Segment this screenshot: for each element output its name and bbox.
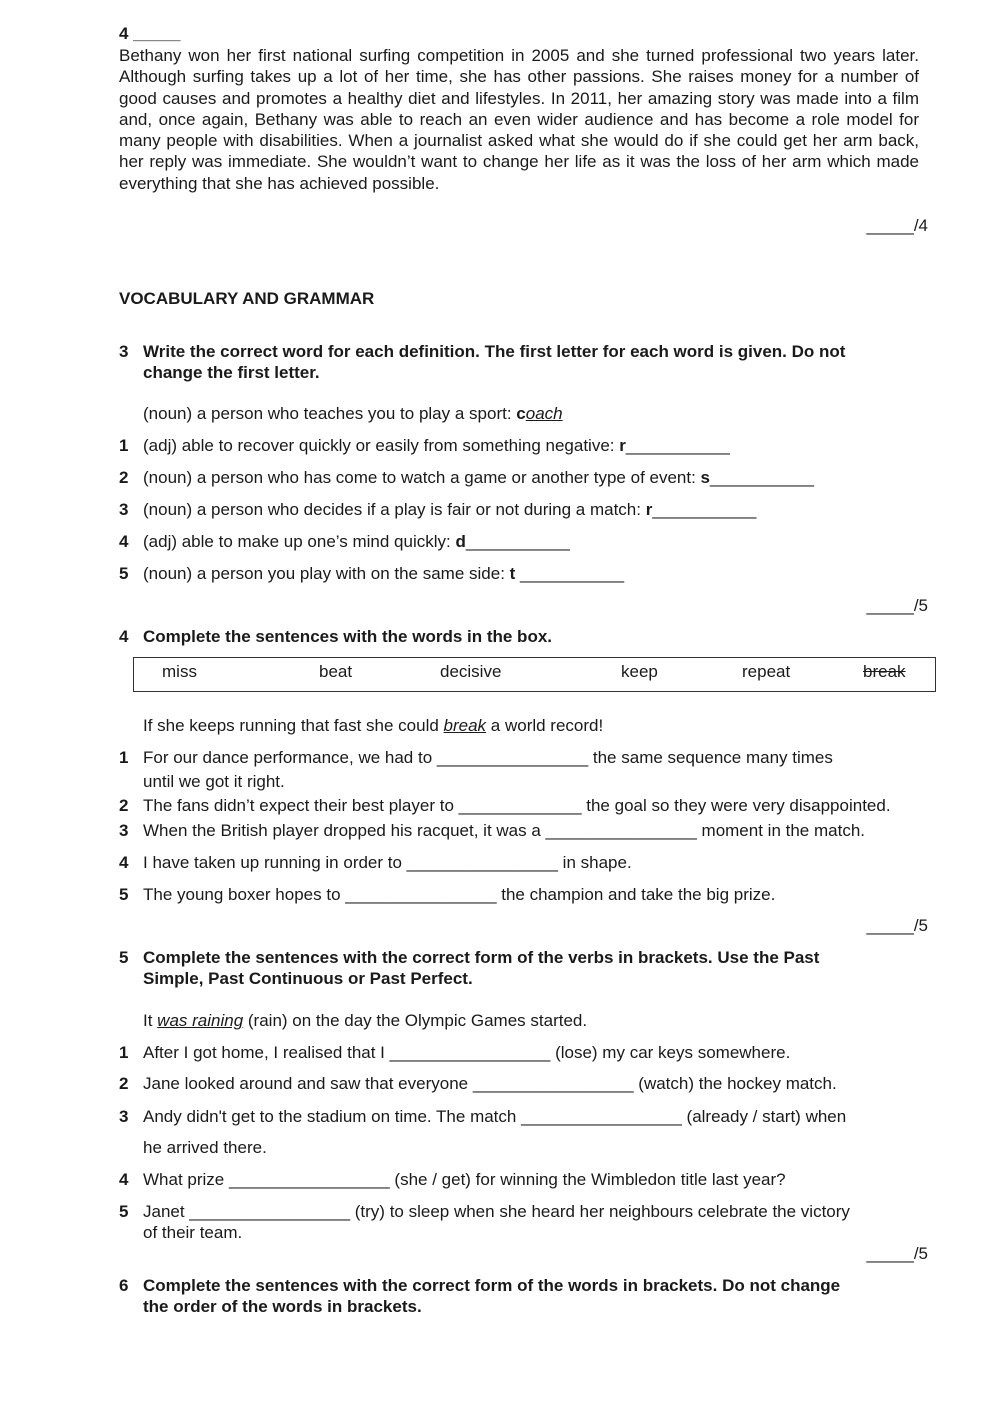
exercise-5-instruction-line2: Simple, Past Continuous or Past Perfect. [143,969,473,988]
ex4-item-2[interactable]: The fans didn’t expect their best player to _____________ the goal so they were very disappointed. [143,796,891,815]
exercise-3-example [143,404,563,424]
example-text: (noun) a person who teaches you to play a sport: [143,404,517,423]
item-text: (noun) a person who decides if a play is fair or not during a match: [143,500,646,519]
answer-blank[interactable]: ___________ [625,436,730,455]
score-ex3: _____/5 [866,596,928,615]
answer-blank[interactable]: ___________ [652,500,757,519]
example-answer: was raining [157,1011,244,1030]
ex4-item-number: 3 [119,821,129,840]
ex5-item-4[interactable]: What prize _________________ (she / get) for winning the Wimbledon title last year? [143,1170,786,1189]
ex4-item-5[interactable]: The young boxer hopes to ________________ the champion and take the big prize. [143,885,776,904]
ex5-item-5[interactable]: Janet _________________ (try) to sleep when she heard her neighbours celebrate the victory [143,1202,850,1221]
ex4-item-number: 1 [119,748,129,767]
ex5-item-number: 4 [119,1170,129,1189]
ex4-item-number: 2 [119,796,129,815]
ex3-item-number: 3 [119,500,129,519]
ex5-item-1[interactable]: After I got home, I realised that I _________________ (lose) my car keys somewhere. [143,1043,791,1062]
ex4-item-number: 5 [119,885,129,904]
word-box-item: decisive [440,662,502,681]
example-answer: break [443,716,487,735]
item-text: (noun) a person who has come to watch a game or another type of event: [143,468,701,487]
ex5-item-number: 3 [119,1107,129,1126]
ex4-item-number: 4 [119,853,129,872]
ex3-item-1[interactable] [143,436,730,456]
exercise-6-instruction-line2: the order of the words in brackets. [143,1297,422,1316]
exercise-5-instruction-line1: Complete the sentences with the correct form of the verbs in brackets. Use the Past [143,948,820,967]
exercise-6-number: 6 [119,1276,129,1295]
ex3-item-4[interactable] [143,532,570,552]
exercise-4-example [143,716,603,736]
example-text: (rain) on the day the Olympic Games started. [243,1011,588,1030]
ex5-item-number: 5 [119,1202,129,1221]
exercise-5-number: 5 [119,948,129,967]
ex5-item-3-cont: he arrived there. [143,1138,267,1157]
ex3-item-2[interactable] [143,468,814,488]
exercise-3-instruction-line2: change the first letter. [143,363,320,382]
item-text: (adj) able to recover quickly or easily from something negative: [143,436,620,455]
score-reading: _____/4 [866,216,928,235]
answer-blank[interactable]: ___________ [710,468,815,487]
ex3-item-number: 2 [119,468,129,487]
ex4-item-4[interactable]: I have taken up running in order to ________________ in shape. [143,853,632,872]
answer-blank[interactable]: ___________ [515,564,625,583]
item-letter: t [509,564,516,583]
ex4-item-1-cont: until we got it right. [143,772,285,791]
exercise-3-number: 3 [119,342,129,361]
word-box-item: repeat [742,662,791,681]
ex3-item-3[interactable] [143,500,756,520]
item-letter: r [645,500,653,519]
word-box-item: beat [319,662,353,681]
ex5-item-5-cont: of their team. [143,1223,243,1242]
item-text: (adj) able to make up one’s mind quickly: [143,532,456,551]
exercise-4-instruction: Complete the sentences with the words in the box. [143,627,553,646]
reading-paragraph: Bethany won her first national surfing competition in 2005 and she turned professional two years later. Although surfing takes up a lot of her time, she has other passions. She raises money for a number of good causes and promotes a healthy diet and lifestyles. In 2011, her amazing story was made into a film and, once again, Bethany was able to reach an even wider audience and has become a role model for many people with disabilities. When a journalist asked what she would do if she could get her arm back, her reply was immediate. She wouldn’t want to change her life as it was the loss of her arm which made everything that she has achieved possible. [119,46,919,193]
score-ex5: _____/5 [866,1244,928,1263]
ex5-item-3[interactable]: Andy didn't get to the stadium on time. The match _________________ (already / start) when [143,1107,847,1126]
score-ex4: _____/5 [866,916,928,935]
section-title: VOCABULARY AND GRAMMAR [119,289,375,308]
exercise-4-number: 4 [119,627,129,646]
ex3-item-5[interactable] [143,564,624,584]
exercise-5-example [143,1011,587,1031]
paragraph-number: 4 _____ [119,24,181,43]
ex3-item-number: 1 [119,436,129,455]
answer-blank[interactable]: ___________ [465,532,570,551]
item-letter: r [619,436,626,455]
item-letter: s [700,468,711,487]
ex5-item-2[interactable]: Jane looked around and saw that everyone _________________ (watch) the hockey match. [143,1074,837,1093]
example-text: If she keeps running that fast she could [143,716,444,735]
ex3-item-number: 4 [119,532,129,551]
example-letter: c [516,404,526,423]
exercise-6-instruction-line1: Complete the sentences with the correct form of the words in brackets. Do not change [143,1276,841,1295]
ex5-item-number: 2 [119,1074,129,1093]
item-text: (noun) a person you play with on the same side: [143,564,510,583]
item-letter: d [455,532,466,551]
ex3-item-number: 5 [119,564,129,583]
ex5-item-number: 1 [119,1043,129,1062]
word-box-item: miss [162,662,197,681]
example-text: It [143,1011,158,1030]
exercise-3-instruction-line1: Write the correct word for each definition. The first letter for each word is given. Do not [143,342,846,361]
example-answer: oach [525,404,563,423]
ex4-item-3[interactable]: When the British player dropped his racquet, it was a ________________ moment in the match. [143,821,865,840]
ex4-item-1[interactable]: For our dance performance, we had to ________________ the same sequence many times [143,748,833,767]
word-box-item-used: break [863,662,906,681]
example-text: a world record! [486,716,604,735]
word-box [133,657,936,692]
word-box-item: keep [621,662,658,681]
